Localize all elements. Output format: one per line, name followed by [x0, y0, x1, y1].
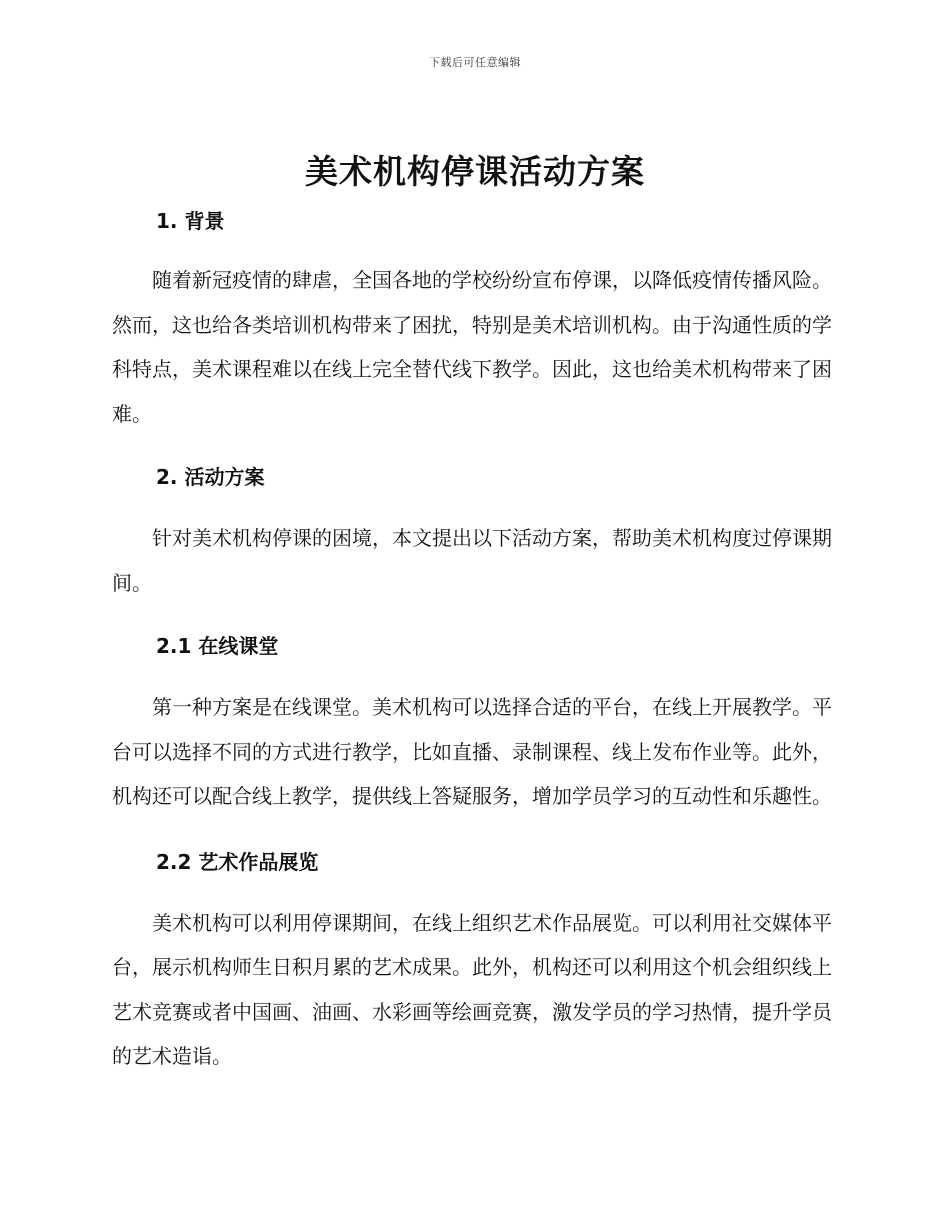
section-heading-art-exhibition: 2.2 艺术作品展览: [156, 849, 319, 874]
section-heading-online-classroom: 2.1 在线课堂: [156, 634, 279, 658]
page-header-note: 下载后可任意编辑: [429, 56, 521, 69]
document-body: [112, 200, 832, 1079]
section-paragraph-online-classroom: 第一种方案是在线课堂。美术机构可以选择合适的平台，在线上开展教学。平台可以选择不同的方式进行教学，比如直播、录制课程、线上发布作业等。此外，机构还可以配合线上教学，提供线上答疑服务，增加学员学习的互动性和乐趣性。: [112, 695, 832, 808]
section-heading-activity-plan: 2. 活动方案: [156, 465, 265, 489]
section-heading-background: 1. 背景: [156, 209, 225, 233]
section-paragraph-art-exhibition: 美术机构可以利用停课期间，在线上组织艺术作品展览。可以利用社交媒体平台，展示机构师生日积月累的艺术成果。此外，机构还可以利用这个机会组织线上艺术竞赛或者中国画、油画、水彩画等绘画竞赛，激发学员的学习热情，提升学员的艺术造诣。: [112, 910, 832, 1068]
document-title: 美术机构停课活动方案: [305, 152, 645, 191]
section-paragraph-background: 随着新冠疫情的肆虐，全国各地的学校纷纷宣布停课，以降低疫情传播风险。然而，这也给各类培训机构带来了困扰，特别是美术培训机构。由于沟通性质的学科特点，美术课程难以在线上完全替代线下教学。因此，这也给美术机构带来了困难。: [112, 268, 832, 426]
section-paragraph-activity-plan: 针对美术机构停课的困境，本文提出以下活动方案，帮助美术机构度过停课期间。: [112, 526, 832, 595]
